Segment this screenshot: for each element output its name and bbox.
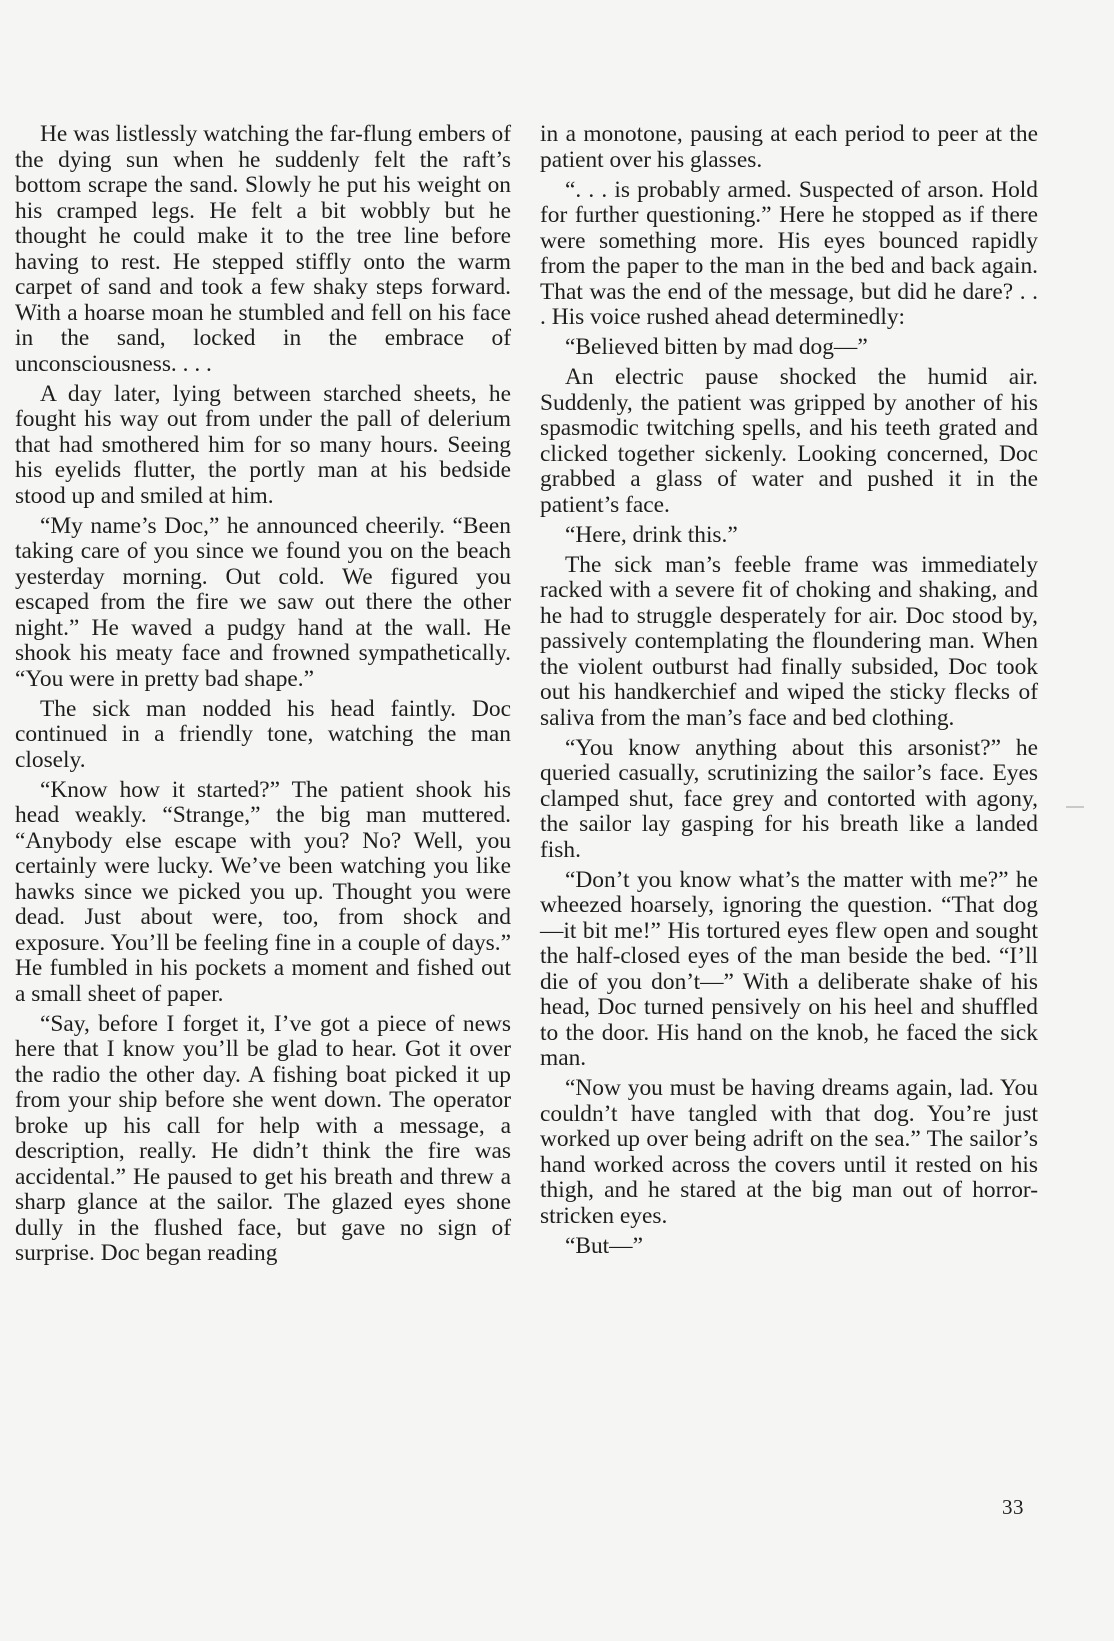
paragraph: in a monotone, pausing at each period to peer at the patient over his glasses.	[540, 121, 1038, 173]
scan-edge-mark	[1066, 806, 1084, 808]
paragraph: The sick man nodded his head faintly. Doc continued in a friendly tone, watching the man closely.	[15, 695, 511, 773]
paragraph: He was listlessly watching the far-flung embers of the dying sun when he suddenly felt the raft’s bottom scrape the sand. Slowly he put his weight on his cramped legs. He felt a bit wobbly but he thought he could make it to the tree line before having to rest. He stepped stiffly onto the warm carpet of sand and took a few shaky steps forward. With a hoarse moan he stumbled and fell on his face in the sand, locked in the embrace of unconsciousness. . . .	[15, 121, 511, 377]
paragraph: “But—”	[565, 1232, 643, 1259]
paragraph: “Don’t you know what’s the matter with me?” he wheezed hoarsely, ignoring the question. “That dog—it bit me!” His tortured eyes flew open and sought the half-closed eyes of the man beside the bed. “I’ll die of you don’t—” With a deliberate shake of his head, Doc turned pensively on his heel and shuffled to the door. His hand on the knob, he faced the sick man.	[540, 866, 1038, 1071]
right-text-column	[540, 122, 1038, 1264]
paragraph: “. . . is probably armed. Suspected of arson. Hold for further questioning.” Here he stopped as if there were something more. His eyes bounced rapidly from the paper to the man in the bed and back again. That was the end of the message, but did he dare? . . . His voice rushed ahead determinedly:	[540, 176, 1038, 330]
paragraph: “Here, drink this.”	[565, 521, 738, 548]
paragraph: A day later, lying between starched sheets, he fought his way out from under the pall of delerium that had smothered him for so many hours. Seeing his eyelids flutter, the portly man at his bedside stood up and smiled at him.	[15, 380, 511, 509]
paragraph: An electric pause shocked the humid air. Suddenly, the patient was gripped by another of his spasmodic twitching spells, and his teeth grated and clicked together sickenly. Looking concerned, Doc grabbed a glass of water and pushed it in the patient’s face.	[540, 364, 1038, 518]
paragraph: “You know anything about this arsonist?” he queried casually, scrutinizing the sailor’s face. Eyes clamped shut, face grey and contorted with agony, the sailor lay gasping for his breath like a landed fish.	[540, 734, 1038, 863]
paragraph: “Believed bitten by mad dog—”	[565, 334, 868, 360]
paragraph: “Now you must be having dreams again, lad. You couldn’t have tangled with that dog. You’re just worked up over being adrift on the sea.” The sailor’s hand worked across the covers until it rested on his thigh, and he stared at the big man out of horror-stricken eyes.	[540, 1075, 1038, 1229]
paragraph: “Know how it started?” The patient shook his head weakly. “Strange,” the big man muttered. “Anybody else escape with you? No? Well, you certainly were lucky. We’ve been watching you like hawks since we picked you up. Thought you were dead. Just about were, too, from shock and exposure. You’ll be feeling fine in a couple of days.” He fumbled in his pockets a moment and fished out a small sheet of paper.	[15, 776, 511, 1007]
page-number: 33	[1002, 1495, 1024, 1519]
paragraph: The sick man’s feeble frame was immediately racked with a severe fit of choking and shaking, and he had to struggle desperately for air. Doc stood by, passively contemplating the floundering man. When the violent outburst had finally subsided, Doc took out his handkerchief and wiped the sticky flecks of saliva from the man’s face and bed clothing.	[540, 551, 1038, 731]
paragraph: “Say, before I forget it, I’ve got a piece of news here that I know you’ll be glad to hear. Got it over the radio the other day. A fishing boat picked it up from your ship before she went down. The operator broke up his call for help with a message, a description, really. He didn’t think the fire was accidental.” He paused to get his breath and threw a sharp glance at the sailor. The glazed eyes shone dully in the flushed face, but gave no sign of surprise. Doc began reading	[15, 1010, 511, 1266]
left-text-column	[15, 122, 511, 1271]
paragraph: “My name’s Doc,” he announced cheerily. “Been taking care of you since we found you on the beach yesterday morning. Out cold. We figured you escaped from the fire we saw out there the other night.” He waved a pudgy hand at the wall. He shook his meaty face and frowned sympathetically. “You were in pretty bad shape.”	[15, 512, 511, 692]
